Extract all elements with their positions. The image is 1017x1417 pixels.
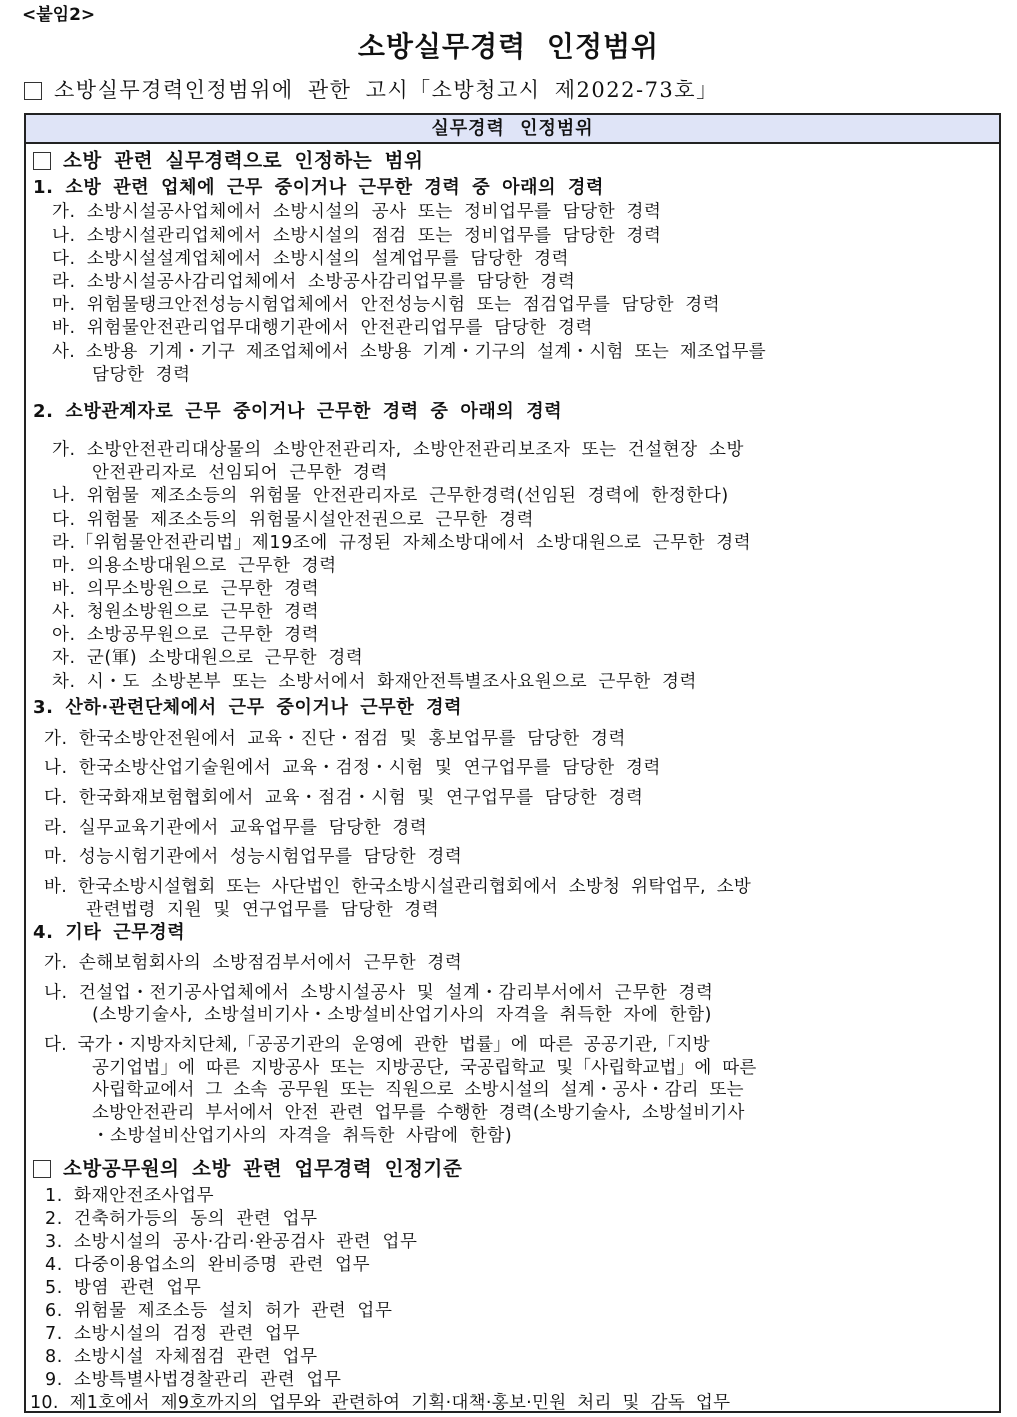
list-item: 라. 실무교육기관에서 교육업무를 담당한 경력: [44, 818, 428, 838]
list-item: 8. 소방시설 자체점검 관련 업무: [45, 1347, 318, 1367]
list-item: 다. 위험물 제조소등의 위험물시설안전권으로 근무한 경력: [52, 510, 535, 530]
list-item: 가. 소방안전관리대상물의 소방안전관리자, 소방안전관리보조자 또는 건설현장 소방: [52, 440, 744, 460]
list-item: 가. 한국소방안전원에서 교육・진단・점검 및 홍보업무를 담당한 경력: [44, 729, 626, 749]
list-item-continued: 소방안전관리 부서에서 안전 관련 업무를 수행한 경력(소방기술사, 소방설비기사: [92, 1103, 745, 1123]
list-item: 3. 소방시설의 공사·감리·완공검사 관련 업무: [45, 1232, 418, 1252]
list-item-continued: 공기업법」에 따른 지방공사 또는 지방공단, 국공립학교 및「사립학교법」에 따른: [92, 1058, 757, 1078]
list-item: 나. 소방시설관리업체에서 소방시설의 점검 또는 정비업무를 담당한 경력: [52, 226, 662, 246]
section2-heading: 2. 소방관계자로 근무 중이거나 근무한 경력 중 아래의 경력: [33, 401, 563, 422]
list-item: 마. 의용소방대원으로 근무한 경력: [52, 556, 337, 576]
list-item: 4. 다중이용업소의 완비증명 관련 업무: [45, 1255, 371, 1275]
list-item: 1. 화재안전조사업무: [45, 1186, 215, 1206]
list-item: 라.「위험물안전관리법」제19조에 규정된 자체소방대에서 소방대원으로 근무한 경력: [52, 533, 752, 553]
part1-heading: [33, 150, 424, 172]
notice-line: [24, 76, 719, 104]
list-item-continued: 담당한 경력: [92, 365, 191, 385]
checkbox-icon: [33, 152, 51, 170]
list-item: 다. 한국화재보험협회에서 교육・점검・시험 및 연구업무를 담당한 경력: [44, 788, 644, 808]
list-item: 6. 위험물 제조소등 설치 허가 관련 업무: [45, 1301, 393, 1321]
list-item: 10. 제1호에서 제9호까지의 업무와 관련하여 기획·대책·홍보·민원 처리 및 감독 업무: [30, 1393, 731, 1413]
list-item: 5. 방염 관련 업무: [45, 1278, 202, 1298]
list-item: 아. 소방공무원으로 근무한 경력: [52, 625, 320, 645]
table-header: 실무경력 인정범위: [24, 113, 1001, 144]
list-item: 나. 위험물 제조소등의 위험물 안전관리자로 근무한경력(선임된 경력에 한정한다): [52, 486, 729, 506]
list-item: 바. 의무소방원으로 근무한 경력: [52, 579, 320, 599]
list-item: 마. 위험물탱크안전성능시험업체에서 안전성능시험 또는 점검업무를 담당한 경력: [52, 295, 721, 315]
list-item-continued: 안전관리자로 선임되어 근무한 경력: [92, 463, 389, 483]
list-item: 다. 소방시설설계업체에서 소방시설의 설계업무를 담당한 경력: [52, 249, 570, 269]
list-item: 2. 건축허가등의 동의 관련 업무: [45, 1209, 318, 1229]
notice-text: 소방실무경력인정범위에 관한 고시「소방청고시 제2022-73호」: [54, 78, 719, 102]
list-item: 7. 소방시설의 검정 관련 업무: [45, 1324, 301, 1344]
list-item-continued: 사립학교에서 그 소속 공무원 또는 직원으로 소방시설의 설계・공사・감리 또는: [92, 1080, 744, 1100]
checkbox-icon: [24, 82, 42, 100]
heading-text: 소방공무원의 소방 관련 업무경력 인정기준: [63, 1157, 463, 1180]
list-item-continued: 관련법령 지원 및 연구업무를 담당한 경력: [86, 900, 440, 920]
list-item: 바. 한국소방시설협회 또는 사단법인 한국소방시설관리협회에서 소방청 위탁업무, 소방: [44, 877, 752, 897]
attachment-label: <붙임2>: [22, 5, 96, 25]
section1-heading: 1. 소방 관련 업체에 근무 중이거나 근무한 경력 중 아래의 경력: [33, 177, 604, 198]
page-title: 소방실무경력 인정범위: [357, 30, 660, 63]
list-item: 가. 손해보험회사의 소방점검부서에서 근무한 경력: [44, 953, 463, 973]
list-item: 나. 건설업・전기공사업체에서 소방시설공사 및 설계・감리부서에서 근무한 경력: [44, 983, 714, 1003]
list-item: 사. 청원소방원으로 근무한 경력: [52, 602, 320, 622]
part2-heading: [33, 1158, 462, 1180]
section3-heading: 3. 산하·관련단체에서 근무 중이거나 근무한 경력: [33, 697, 463, 718]
list-item: 9. 소방특별사법경찰관리 관련 업무: [45, 1370, 342, 1390]
list-item: 라. 소방시설공사감리업체에서 소방공사감리업무를 담당한 경력: [52, 272, 576, 292]
list-item: 자. 군(軍) 소방대원으로 근무한 경력: [52, 648, 364, 668]
list-item-continued: (소방기술사, 소방설비기사・소방설비산업기사의 자격을 취득한 자에 한함): [92, 1005, 713, 1025]
section4-heading: 4. 기타 근무경력: [33, 922, 186, 943]
list-item: 나. 한국소방산업기술원에서 교육・검정・시험 및 연구업무를 담당한 경력: [44, 758, 661, 778]
heading-text: 소방 관련 실무경력으로 인정하는 범위: [63, 149, 424, 172]
list-item: 마. 성능시험기관에서 성능시험업무를 담당한 경력: [44, 847, 463, 867]
list-item: 사. 소방용 기계・기구 제조업체에서 소방용 기계・기구의 설계・시험 또는 제조업무를: [52, 342, 766, 362]
list-item: 가. 소방시설공사업체에서 소방시설의 공사 또는 정비업무를 담당한 경력: [52, 202, 662, 222]
list-item-continued: ・소방설비산업기사의 자격을 취득한 사람에 한함): [92, 1126, 513, 1146]
list-item: 다. 국가・지방자치단체,「공공기관의 운영에 관한 법률」에 따른 공공기관,「지방: [44, 1035, 710, 1055]
list-item: 바. 위험물안전관리업무대행기관에서 안전관리업무를 담당한 경력: [52, 318, 593, 338]
list-item: 차. 시・도 소방본부 또는 소방서에서 화재안전특별조사요원으로 근무한 경력: [52, 672, 698, 692]
checkbox-icon: [33, 1160, 51, 1178]
